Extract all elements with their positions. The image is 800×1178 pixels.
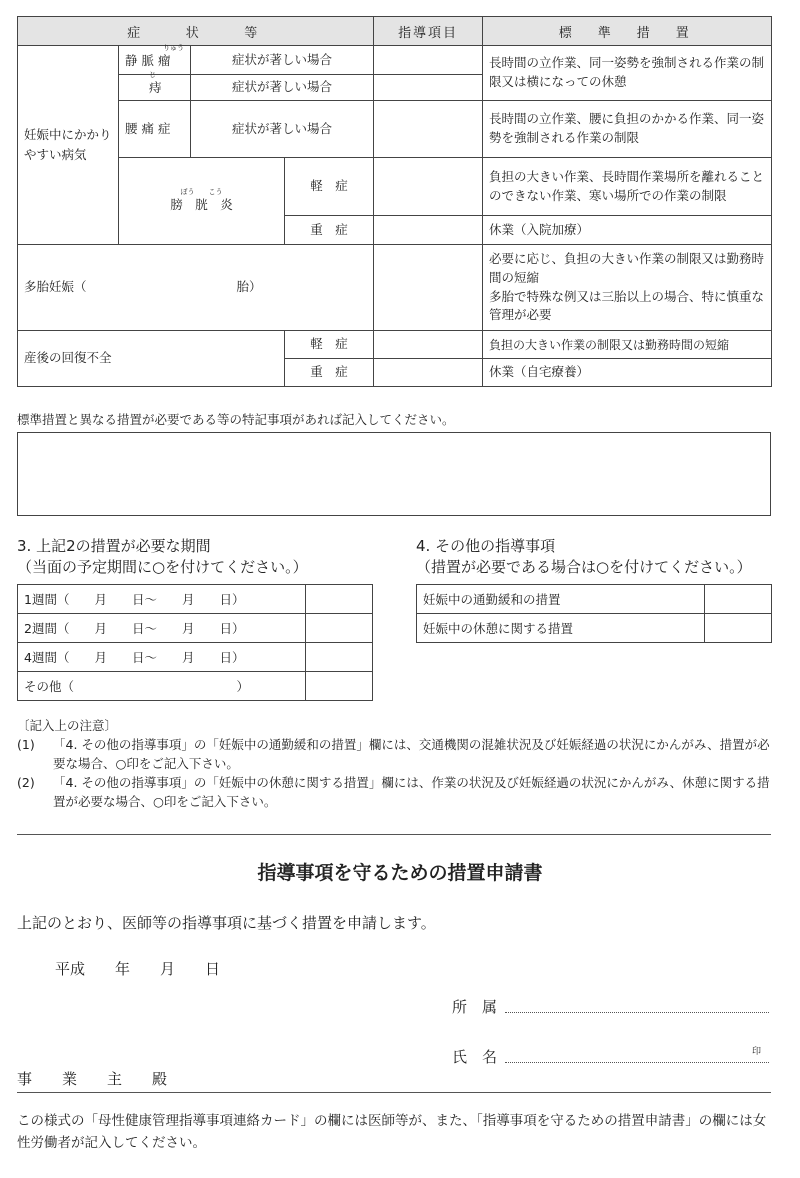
hemorrhoid-guidance-cell[interactable]	[374, 75, 483, 101]
break-measure-mark[interactable]	[705, 614, 772, 643]
note-item-1	[17, 735, 777, 773]
header-symptoms: 症 状 等	[18, 17, 374, 46]
lumbago-measure: 長時間の立作業、腰に負担のかかる作業、同一姿勢を強制される作業の制限	[483, 101, 772, 158]
cystitis-text: 膀 胱 炎	[170, 196, 233, 212]
section4-title: 4. その他の指導事項	[416, 537, 556, 555]
period-row-2w: 2週間（ 月 日〜 月 日）	[18, 614, 306, 643]
period-table	[17, 584, 373, 701]
varicose-guidance-cell[interactable]	[374, 46, 483, 75]
cystitis-label	[119, 158, 285, 245]
period-mark-4w[interactable]	[306, 643, 373, 672]
cystitis-severe-label: 重 症	[285, 216, 374, 245]
note-item-2	[17, 773, 777, 811]
hemorrhoid-ruby: じ	[149, 71, 156, 80]
break-measure-label: 妊娠中の休憩に関する措置	[417, 614, 705, 643]
period-row-4w: 4週間（ 月 日〜 月 日）	[18, 643, 306, 672]
affiliation-label: 所 属	[452, 998, 498, 1016]
hemorrhoid-text: 痔	[149, 80, 162, 96]
section-divider	[17, 834, 771, 835]
application-title: 指導事項を守るための措置申請書	[257, 862, 543, 884]
lumbago-guidance-cell[interactable]	[374, 101, 483, 158]
varicose-ruby: りゅう	[163, 43, 184, 52]
section3-title: 3. 上記2の措置が必要な期間	[17, 537, 211, 555]
cystitis-mild-measure: 負担の大きい作業、長時間作業場所を離れることのできない作業、寒い場所での作業の制限	[483, 158, 772, 216]
cystitis-ruby: ぼう こう	[180, 187, 223, 196]
note-text-1: 「4. その他の指導事項」の「妊娠中の通勤緩和の措置」欄には、交通機関の混雑状況及び妊娠経過の状況にかんがみ、措置が必要な場合、○印をご記入下さい。	[53, 737, 770, 771]
varicose-measure: 長時間の立作業、同一姿勢を強制される作業の制限又は横になっての休憩	[483, 46, 772, 101]
postpartum-severe-guidance-cell[interactable]	[374, 359, 483, 387]
period-mark-2w[interactable]	[306, 614, 373, 643]
cystitis-mild-guidance-cell[interactable]	[374, 158, 483, 216]
varicose-text: 静 脈 瘤	[125, 52, 171, 68]
special-note-label: 標準措置と異なる措置が必要である等の特記事項があれば記入してください。	[17, 412, 455, 427]
other-guidance-table	[416, 584, 772, 643]
section3-subtitle: （当面の予定期間に○を付けてください。）	[17, 558, 308, 576]
cystitis-mild-label: 軽 症	[285, 158, 374, 216]
affiliation-input-line[interactable]	[505, 1012, 769, 1013]
multiple-guidance-cell[interactable]	[374, 245, 483, 331]
employer-underline	[17, 1092, 771, 1093]
symptoms-table	[17, 16, 772, 387]
employer-label: 事 業 主 殿	[17, 1070, 168, 1088]
period-row-1w: 1週間（ 月 日〜 月 日）	[18, 585, 306, 614]
hemorrhoid-severe-case: 症状が著しい場合	[191, 75, 374, 101]
postpartum-label: 産後の回復不全	[18, 331, 285, 387]
multiple-pregnancy-label: 多胎妊娠（ 胎）	[18, 245, 374, 331]
period-mark-other[interactable]	[306, 672, 373, 701]
special-note-box[interactable]	[17, 432, 771, 516]
note-num-2: (2)	[17, 775, 35, 790]
postpartum-severe-measure: 休業（自宅療養）	[483, 359, 772, 387]
period-mark-1w[interactable]	[306, 585, 373, 614]
lumbago-severe-case: 症状が著しい場合	[191, 101, 374, 158]
notes-section	[17, 716, 777, 811]
varicose-severe-case: 症状が著しい場合	[191, 46, 374, 75]
application-date[interactable]: 平成 年 月 日	[55, 960, 221, 978]
seal-mark: 印	[752, 1047, 762, 1057]
note-text-2: 「4. その他の指導事項」の「妊娠中の休憩に関する措置」欄には、作業の状況及び妊娠経過の状況にかんがみ、休憩に関する措置が必要な場合、○印をご記入下さい。	[53, 775, 770, 809]
footer-note: この様式の「母性健康管理指導事項連絡カード」の欄には医師等が、また、「指導事項を守るための措置申請書」の欄には女性労働者が記入してください。	[17, 1113, 767, 1151]
multiple-measure-1: 必要に応じ、負担の大きい作業の制限又は勤務時間の短縮	[489, 251, 765, 285]
postpartum-mild-label: 軽 症	[285, 331, 374, 359]
name-label: 氏 名	[452, 1048, 498, 1066]
header-standard-measure: 標 準 措 置	[483, 17, 772, 46]
lumbago-label: 腰 痛 症	[119, 101, 191, 158]
table-header-row	[18, 17, 772, 46]
postpartum-mild-guidance-cell[interactable]	[374, 331, 483, 359]
commute-relief-label: 妊娠中の通勤緩和の措置	[417, 585, 705, 614]
cystitis-severe-measure: 休業（入院加療）	[483, 216, 772, 245]
postpartum-mild-measure: 負担の大きい作業の制限又は勤務時間の短縮	[483, 331, 772, 359]
name-input-line[interactable]	[505, 1062, 769, 1063]
application-intro: 上記のとおり、医師等の指導事項に基づく措置を申請します。	[17, 914, 436, 932]
postpartum-severe-label: 重 症	[285, 359, 374, 387]
cystitis-severe-guidance-cell[interactable]	[374, 216, 483, 245]
multiple-measure	[483, 245, 772, 331]
commute-relief-mark[interactable]	[705, 585, 772, 614]
notes-heading: 〔記入上の注意〕	[17, 718, 118, 733]
hemorrhoid-label	[119, 71, 191, 101]
note-num-1: (1)	[17, 737, 35, 752]
pregnancy-disease-label: 妊娠中にかかりやすい病気	[18, 46, 119, 245]
period-row-other: その他（ ）	[18, 672, 306, 701]
multiple-measure-2: 多胎で特殊な例又は三胎以上の場合、特に慎重な管理が必要	[489, 288, 765, 323]
header-guidance-item: 指導項目	[374, 17, 483, 46]
section4-subtitle: （措置が必要である場合は○を付けてください。）	[416, 558, 752, 576]
